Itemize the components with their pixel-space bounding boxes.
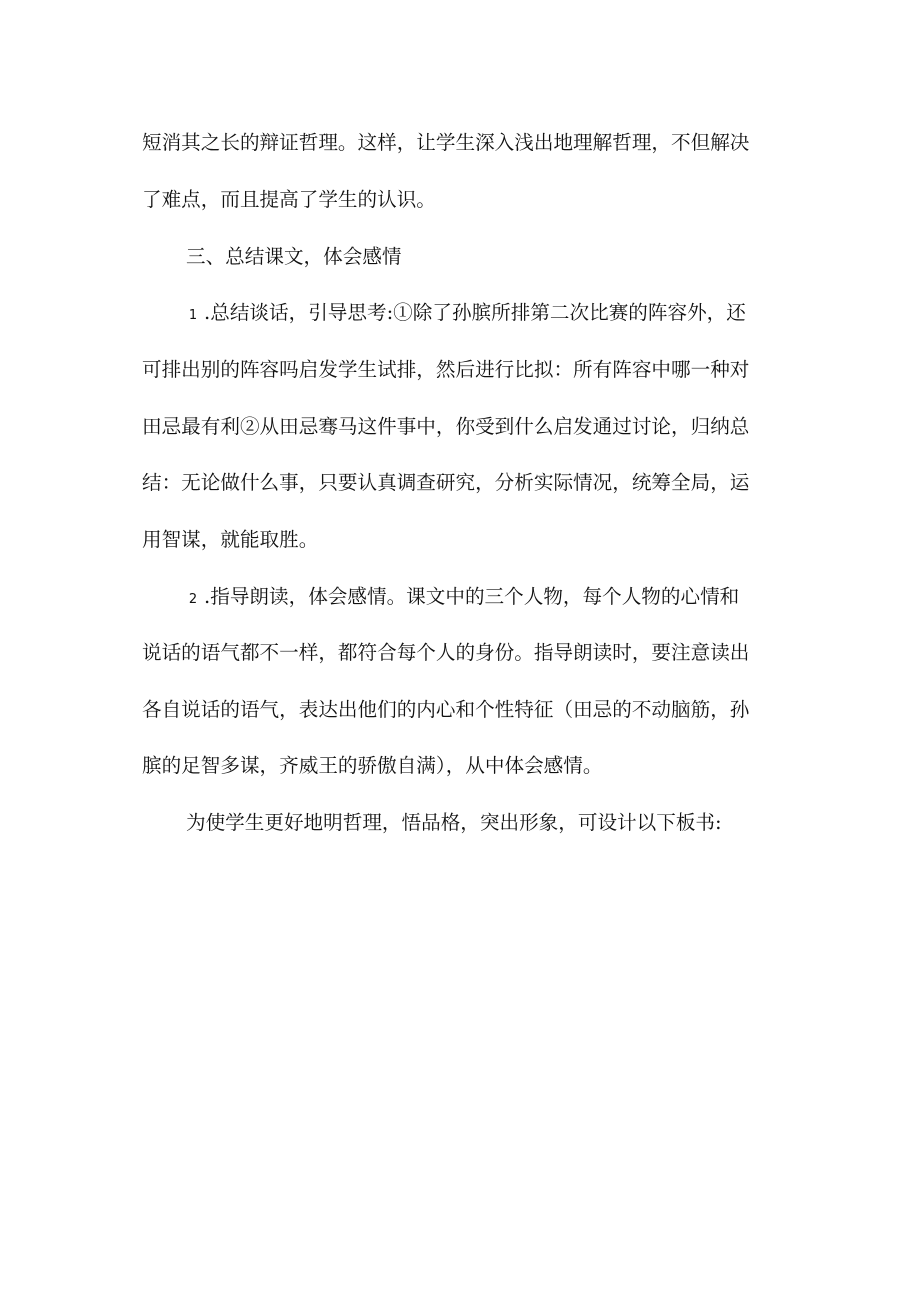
list-item-1-text: .总结谈话，引导思考:①除了孙膑所排第二次比赛的阵容外，还	[204, 301, 746, 324]
paragraph-line-2: 了难点，而且提高了学生的认识。	[142, 188, 436, 211]
closing-paragraph: 为使学生更好地明哲理，悟品格，突出形象，可设计以下板书:	[186, 811, 722, 834]
list-item-1-line-5: 用智谋，就能取胜。	[142, 528, 319, 551]
list-item-1-line-2: 可排出别的阵容吗启发学生试排，然后进行比拟：所有阵容中哪一种对	[142, 358, 750, 381]
list-item-2-text: .指导朗读，体会感情。课文中的三个人物，每个人物的心情和	[204, 585, 740, 608]
list-item-1-line-4: 结：无论做什么事，只要认真调查研究，分析实际情况，统筹全局，运	[142, 471, 750, 494]
list-item-1-line-3: 田忌最有利②从田忌骞马这件事中，你受到什么启发通过讨论，归纳总	[142, 415, 750, 438]
list-item-2-line-3: 各自说话的语气，表达出他们的内心和个性特征（田忌的不动脑筋，孙	[142, 698, 750, 721]
list-number-1: 1	[188, 308, 198, 323]
paragraph-line-1: 短消其之长的辩证哲理。这样，让学生深入浅出地理解哲理，不但解决	[142, 131, 750, 154]
list-item-1-line-1	[186, 299, 782, 327]
list-item-2-line-2: 说话的语气都不一样，都符合每个人的身份。指导朗读时，要注意读出	[142, 641, 750, 664]
list-item-2-line-1	[186, 583, 782, 611]
list-number-2: 2	[188, 592, 198, 607]
section-heading: 三、总结课文，体会感情	[186, 245, 402, 268]
list-item-2-line-4: 膑的足智多谋，齐威王的骄傲自满），从中体会感情。	[142, 754, 603, 777]
